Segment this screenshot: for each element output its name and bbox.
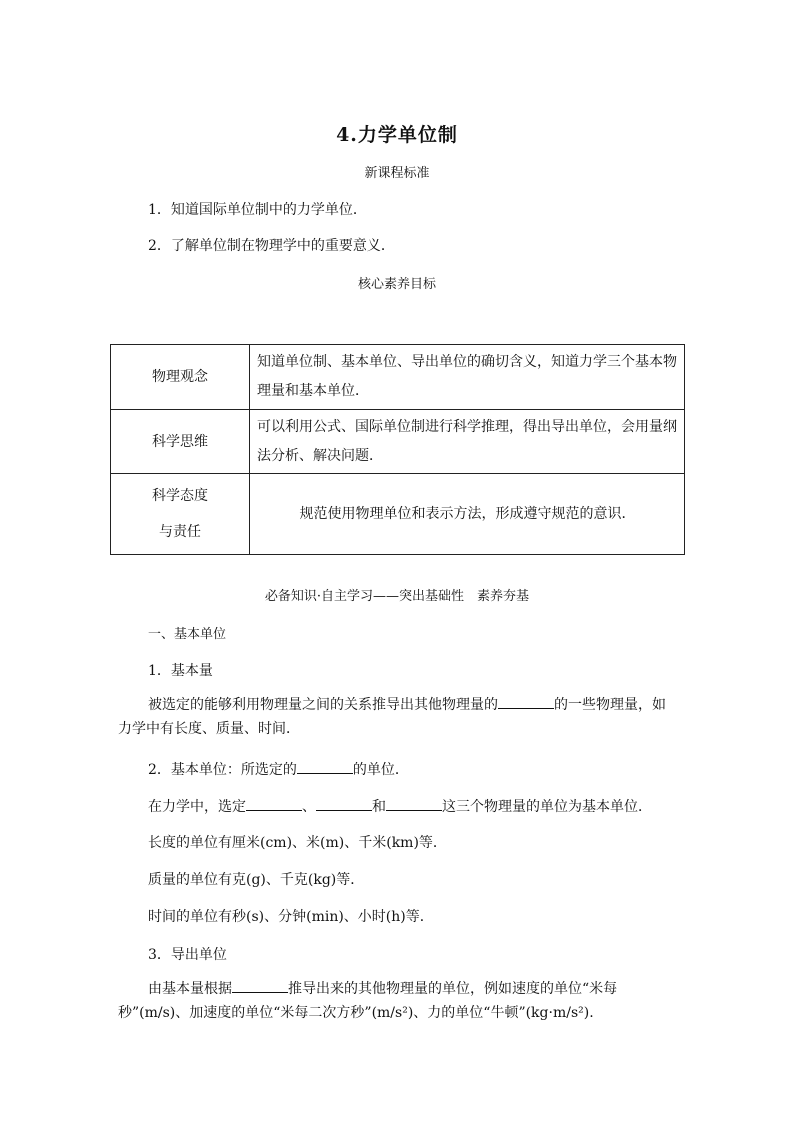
goals-row — [111, 410, 685, 474]
fill-blank[interactable] — [246, 796, 302, 811]
s3-text-a: 由基本量根据 — [148, 981, 232, 997]
section-banner: 必备知识·自主学习——突出基础性 素养夯基 — [264, 589, 530, 604]
standard-heading: 新课程标准 — [364, 166, 430, 181]
goal-label: 物理观念 — [111, 345, 250, 410]
s2-sep1: 、 — [302, 799, 316, 815]
goals-table — [110, 344, 685, 555]
goals-row — [111, 474, 685, 555]
goal-text: 规范使用物理单位和表示方法，形成遵守规范的意识． — [250, 474, 685, 555]
goal-label: 科学思维 — [111, 410, 250, 474]
s2-base-line — [148, 796, 652, 816]
standard-item-2: 2．了解单位制在物理学中的重要意义． — [148, 238, 395, 254]
s1-heading: 1．基本量 — [148, 663, 213, 679]
s2-mass-units: 质量的单位有克(g)、千克(kg)等． — [148, 872, 365, 888]
fill-blank[interactable] — [232, 978, 288, 993]
standard-item-1: 1．知道国际单位制中的力学单位． — [148, 202, 367, 218]
goal-label — [111, 474, 250, 555]
s2-line-a: 在力学中，选定 — [148, 799, 246, 815]
s2-sep2: 和 — [372, 799, 386, 815]
page-title: 4.力学单位制 — [336, 124, 458, 146]
s1-text-b: 的一些物理量，如力学中有长度、质量、时间． — [118, 697, 666, 737]
s2-line-b: 这三个物理量的单位为基本单位． — [442, 799, 652, 815]
s2-heading-a: 2．基本单位：所选定的 — [148, 762, 297, 778]
s3-text-b: 推导出来的其他物理量的单位，例如速度的单位“米每秒”(m/s)、加速度的单位“米每二次方秒”(m/s²)、力的单位“牛顿”(kg·m/s²). — [118, 981, 618, 1021]
fill-blank[interactable] — [386, 796, 442, 811]
part1-heading: 一、基本单位 — [148, 627, 227, 642]
fill-blank[interactable] — [297, 759, 353, 774]
goal-text: 知道单位制、基本单位、导出单位的确切含义，知道力学三个基本物理量和基本单位． — [250, 345, 685, 410]
fill-blank[interactable] — [498, 694, 554, 709]
s2-length-units: 长度的单位有厘米(cm)、米(m)、千米(km)等． — [148, 835, 447, 851]
goals-heading: 核心素养目标 — [357, 277, 436, 292]
s1-text-a: 被选定的能够利用物理量之间的关系推导出其他物理量的 — [148, 697, 498, 713]
s3-heading: 3．导出单位 — [148, 947, 227, 963]
s2-time-units: 时间的单位有秒(s)、分钟(min)、小时(h)等． — [148, 909, 434, 925]
goal-label-line-1: 科学态度 — [152, 488, 208, 504]
s1-paragraph — [118, 693, 678, 741]
s3-paragraph — [118, 977, 678, 1025]
s2-heading-b: 的单位． — [352, 762, 409, 778]
goal-text: 可以利用公式、国际单位制进行科学推理，得出导出单位，会用量纲法分析、解决问题． — [250, 410, 685, 474]
fill-blank[interactable] — [316, 796, 372, 811]
s2-heading — [148, 759, 409, 779]
goals-row — [111, 345, 685, 410]
goal-label-line-2: 与责任 — [159, 524, 201, 540]
